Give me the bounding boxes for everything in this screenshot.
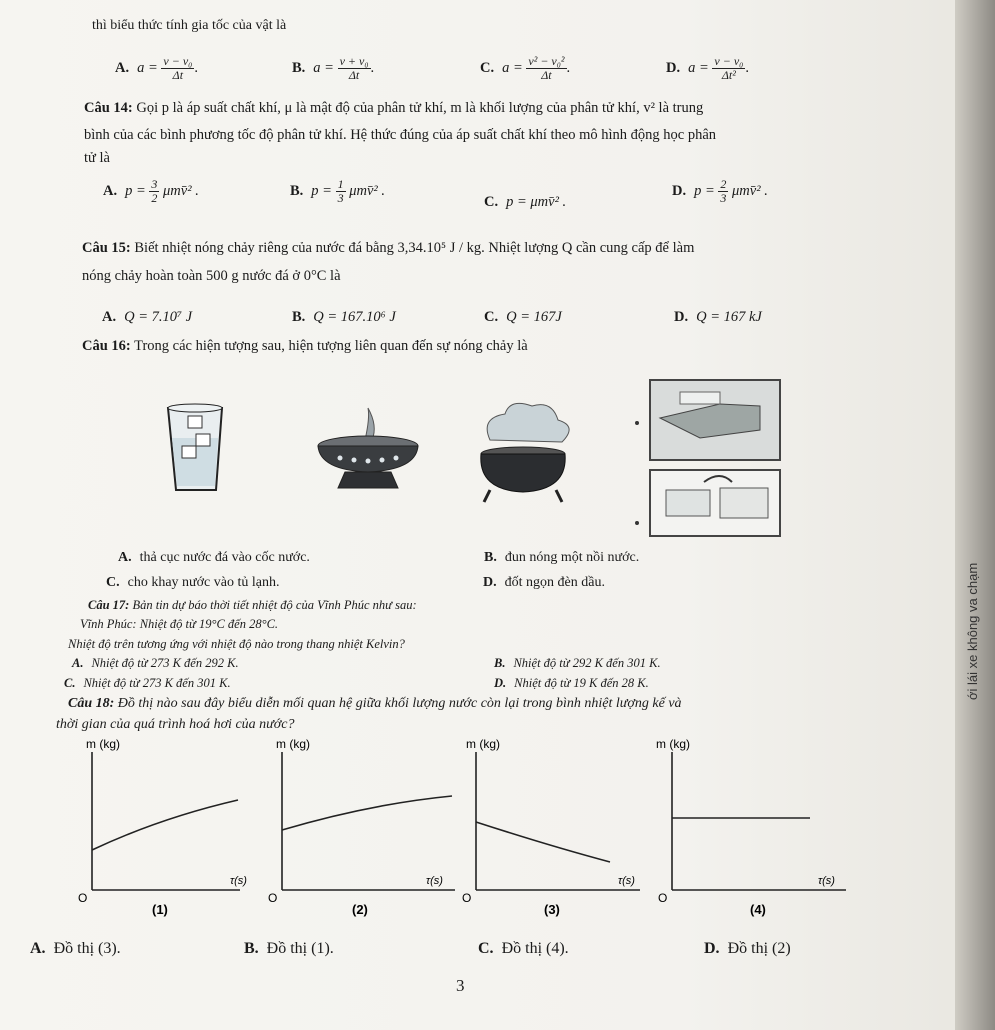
q17-line2: Vĩnh Phúc: Nhiệt độ từ 19°C đến 28°C. <box>80 617 279 631</box>
graph-4[interactable] <box>656 738 846 917</box>
q17-option-a[interactable]: A. Nhiệt độ từ 273 K đến 292 K. <box>72 656 239 670</box>
graph-1-curve <box>92 800 238 850</box>
graph-2[interactable] <box>268 738 455 917</box>
graph-1-xlabel: τ(s) <box>230 875 247 887</box>
fridge-tray-icon <box>635 380 780 536</box>
q18-graphs <box>70 738 850 920</box>
q16-line1: Câu 16: Trong các hiện tượng sau, hiện tượng liên quan đến sự nóng chảy là <box>82 338 528 354</box>
q16-illustrations <box>160 378 790 540</box>
q18-option-d[interactable]: D. Đồ thị (2) <box>704 940 791 957</box>
q18-option-b[interactable]: B. Đồ thị (1). <box>244 940 334 957</box>
q14-line2: bình của các bình phương tốc độ phân tử khí. Hệ thức đúng của áp suất chất khí theo mô hình động học phân <box>84 127 717 143</box>
graph-4-origin: O <box>658 891 668 905</box>
graph-3[interactable] <box>462 738 640 917</box>
q16-option-c[interactable]: C. cho khay nước vào tủ lạnh. <box>106 575 280 590</box>
side-note: ới lái xe không va chạm <box>965 562 980 700</box>
graph-3-origin: O <box>462 891 472 905</box>
oil-lamp-icon <box>318 408 418 488</box>
glass-with-ice-icon <box>168 404 222 490</box>
graph-1-origin: O <box>78 891 88 905</box>
graph-4-xlabel: τ(s) <box>818 875 835 887</box>
q15-option-a[interactable]: A. Q = 7.10⁷ J <box>102 309 193 325</box>
q14-option-d[interactable]: D. p = $\frac{2}{3}$ μmv̄² . <box>672 177 768 205</box>
q16-option-d[interactable]: D. đốt ngọn đèn dầu. <box>483 575 605 590</box>
graph-2-caption: (2) <box>352 902 368 917</box>
q18-line1: Câu 18: Đồ thị nào sau đây biểu diễn mối quan hệ giữa khối lượng nước còn lại trong bình nhiệt lượng kế và <box>68 696 682 711</box>
page-edge <box>955 0 995 1030</box>
graph-3-caption: (3) <box>544 902 560 917</box>
q15-line1: Câu 15: Biết nhiệt nóng chảy riêng của nước đá bằng 3,34.10⁵ J / kg. Nhiệt lượng Q cần cung cấp để làm <box>82 240 695 256</box>
q15-option-b[interactable]: B. Q = 167.10⁶ J <box>292 309 396 325</box>
q17-line3: Nhiệt độ trên tương ứng với nhiệt độ nào trong thang nhiệt Kelvin? <box>68 637 405 651</box>
q13-option-c[interactable]: C. a = $\frac{\text{v² − v₀²}}{\Delta t}$ . <box>480 54 571 82</box>
graph-2-ylabel: m (kg) <box>276 738 310 751</box>
q13-option-d[interactable]: D. a = $\frac{\text{v − v₀}}{\text{Δt²}}$ . <box>666 54 749 82</box>
graph-2-origin: O <box>268 891 278 905</box>
q13-option-b[interactable]: B. a = $\frac{\text{v + v₀}}{\Delta t}$ . <box>292 54 375 82</box>
q17-option-b[interactable]: B. Nhiệt độ từ 292 K đến 301 K. <box>494 656 661 670</box>
graph-2-curve <box>282 796 452 830</box>
q15-line2: nóng chảy hoàn toàn 500 g nước đá ở 0°C là <box>82 268 341 284</box>
q14-option-c[interactable]: C. p = μmv̄² . <box>484 194 567 210</box>
graph-1[interactable] <box>78 738 247 917</box>
graph-4-ylabel: m (kg) <box>656 738 690 751</box>
graph-2-xlabel: τ(s) <box>426 875 443 887</box>
q17-option-d[interactable]: D. Nhiệt độ từ 19 K đến 28 K. <box>494 676 649 690</box>
q16-option-b[interactable]: B. đun nóng một nồi nước. <box>484 550 640 565</box>
boiling-pot-icon <box>481 403 569 502</box>
q15-option-d[interactable]: D. Q = 167 kJ <box>674 309 762 325</box>
graph-3-ylabel: m (kg) <box>466 738 500 751</box>
q14-line1: Câu 14: Gọi p là áp suất chất khí, μ là mật độ của phân tử khí, m là khối lượng của phân tử khí, v² là trung <box>84 100 704 116</box>
q14-line3: tử là <box>84 150 110 166</box>
q18-option-c[interactable]: C. Đồ thị (4). <box>478 940 569 957</box>
graph-3-curve <box>476 822 610 862</box>
q16-option-a[interactable]: A. thả cục nước đá vào cốc nước. <box>118 550 310 565</box>
page-number: 3 <box>456 976 465 995</box>
q17-option-c[interactable]: C. Nhiệt độ từ 273 K đến 301 K. <box>64 676 231 690</box>
graph-3-xlabel: τ(s) <box>618 875 635 887</box>
q18-option-a[interactable]: A. Đồ thị (3). <box>30 940 121 957</box>
q18-line2: thời gian của quá trình hoá hơi của nước? <box>56 717 295 732</box>
q14-option-b[interactable]: B. p = $\frac{1}{3}$ μmv̄² . <box>290 177 386 205</box>
q13-option-a[interactable]: A. a = $\frac{\text{v − v₀}}{\Delta t}$ . <box>115 54 198 82</box>
graph-1-ylabel: m (kg) <box>86 738 120 751</box>
graph-1-caption: (1) <box>152 902 168 917</box>
q15-option-c[interactable]: C. Q = 167J <box>484 309 562 325</box>
q17-line1: Câu 17: Bản tin dự báo thời tiết nhiệt độ của Vĩnh Phúc như sau: <box>88 598 417 612</box>
q14-option-a[interactable]: A. p = $\frac{3}{2}$ μmv̄² . <box>103 177 199 205</box>
intro-line: thì biểu thức tính gia tốc của vật là <box>92 18 287 33</box>
graph-4-caption: (4) <box>750 902 766 917</box>
